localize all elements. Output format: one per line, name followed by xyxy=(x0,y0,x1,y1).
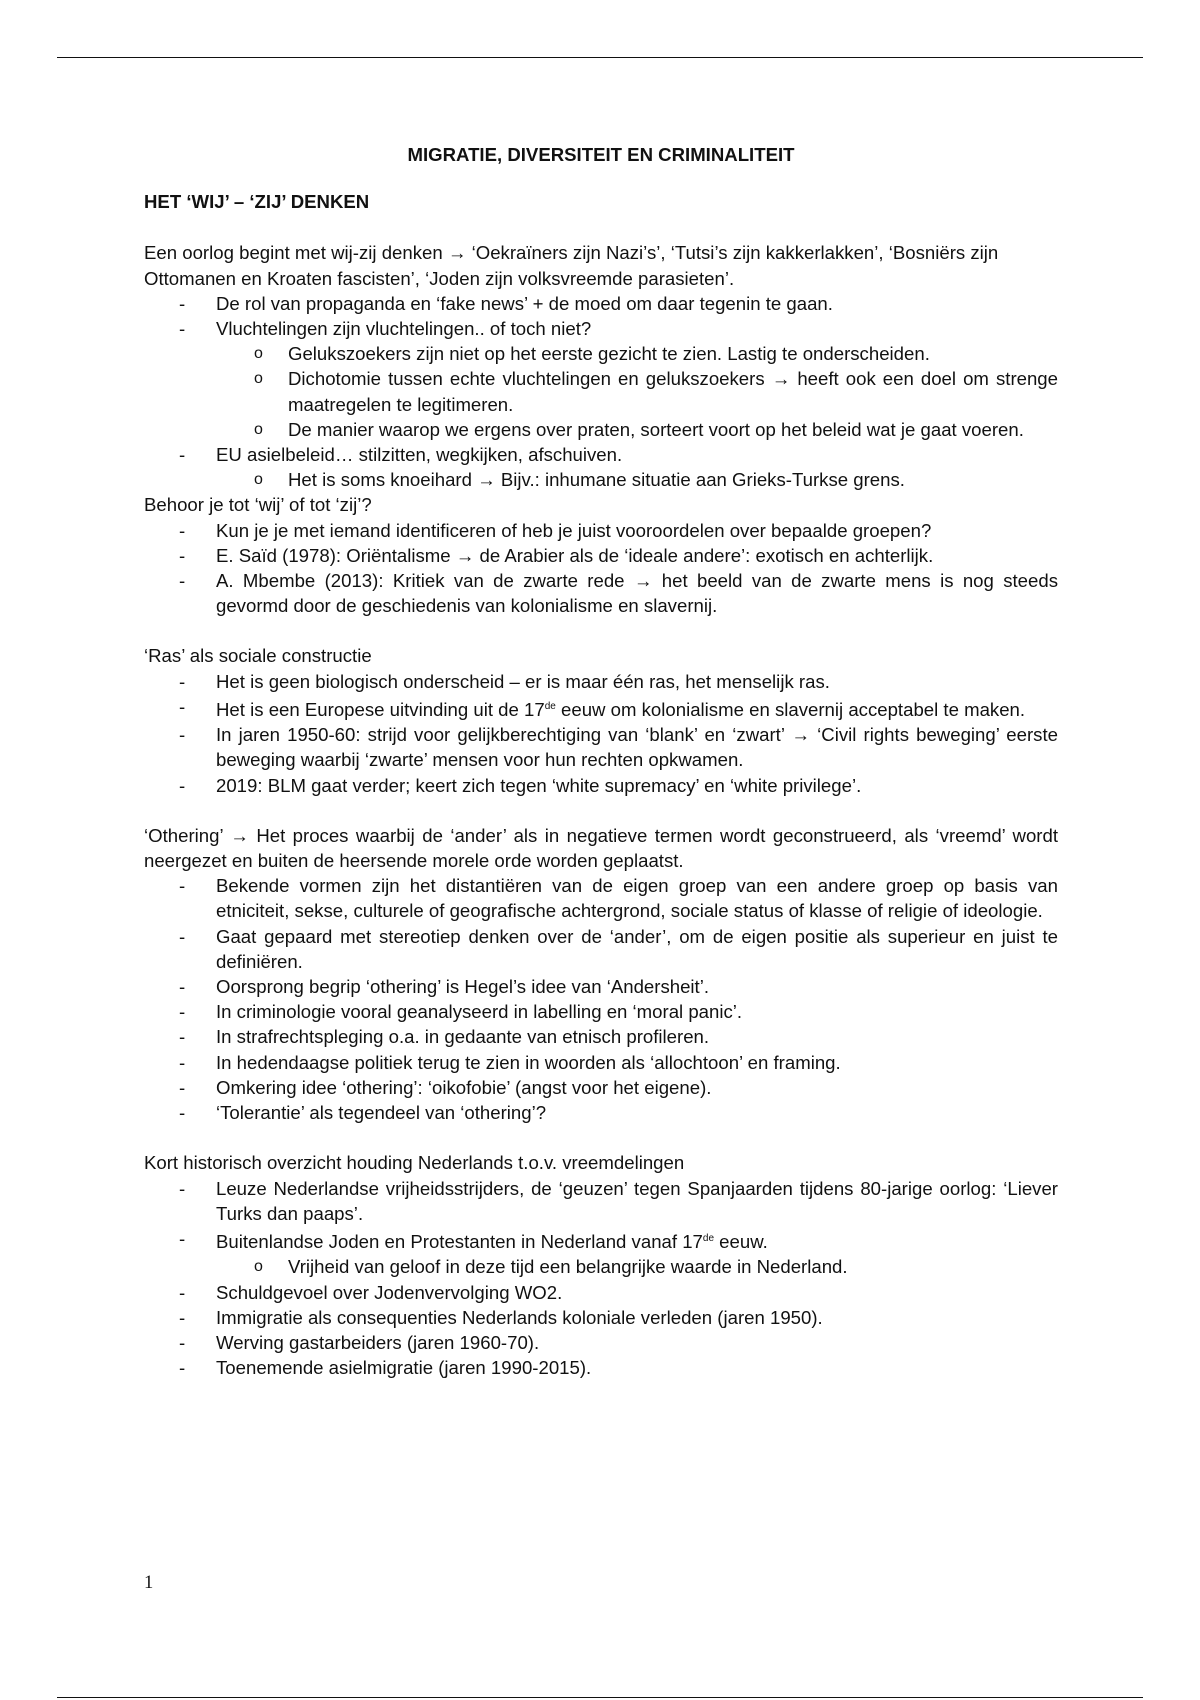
list-item: - A. Mbembe (2013): Kritiek van de zwarte rede → het beeld van de zwarte mens is nog steeds gevormd door de geschiedenis van kolonialisme en slavernij. xyxy=(144,568,1058,618)
section-heading: HET ‘WIJ’ – ‘ZIJ’ DENKEN xyxy=(144,191,370,213)
sub-list xyxy=(288,1254,1058,1279)
list-item: - In criminologie vooral geanalyseerd in labelling en ‘moral panic’. xyxy=(144,999,1058,1024)
list-item: - Vluchtelingen zijn vluchtelingen.. of toch niet? o Gelukszoekers zijn niet op het eerste gezicht te zien. Lastig te onderscheiden. o Dichotomie tussen echte vluchtelingen en gelukszoekers → heeft ook een doel om strenge maatregelen te legitimeren. o De manier waarop we ergens over praten, sorteert voort op het beleid wat je gaat voeren. xyxy=(144,316,1058,442)
intro-paragraph: Een oorlog begint met wij-zij denken → ‘Oekraïners zijn Nazi’s’, ‘Tutsi’s zijn kakkerlakken’, ‘Bosniërs zijn Ottomanen en Kroaten fascisten’, ‘Joden zijn volksvreemde parasieten’. xyxy=(144,242,999,289)
list-item: - ‘Tolerantie’ als tegendeel van ‘othering’? xyxy=(144,1100,1058,1125)
history-paragraph: Kort historisch overzicht houding Nederlands t.o.v. vreemdelingen xyxy=(144,1152,685,1174)
list-item: - Het is een Europese uitvinding uit de 17de eeuw om kolonialisme en slavernij acceptabel te maken. xyxy=(144,694,1058,722)
list-item: - E. Saïd (1978): Oriëntalisme → de Arabier als de ‘ideale andere’: exotisch en achterlijk. xyxy=(144,543,1058,568)
othering-list xyxy=(144,873,1058,1125)
footer-rule xyxy=(57,1697,1143,1698)
list-item: - In jaren 1950-60: strijd voor gelijkberechtiging van ‘blank’ en ‘zwart’ → ‘Civil rights beweging’ eerste beweging waarbij ‘zwarte’ mensen voor hun rechten opkwamen. xyxy=(144,722,1058,772)
list-item: - In hedendaagse politiek terug te zien in woorden als ‘allochtoon’ en framing. xyxy=(144,1050,1058,1075)
list-item: - Kun je je met iemand identificeren of heb je juist vooroordelen over bepaalde groepen? xyxy=(144,518,1058,543)
belong-list xyxy=(144,518,1058,619)
list-item: - Bekende vormen zijn het distantiëren van de eigen groep van een andere groep op basis van etniciteit, sekse, culturele of geografische achtergrond, sociale status of klasse of religie of ideologie. xyxy=(144,873,1058,923)
intro-list xyxy=(144,291,1058,493)
header-rule xyxy=(57,57,1143,58)
list-item: - Het is geen biologisch onderscheid – er is maar één ras, het menselijk ras. xyxy=(144,669,1058,694)
history-list xyxy=(144,1176,1058,1381)
list-item: - In strafrechtspleging o.a. in gedaante van etnisch profileren. xyxy=(144,1024,1058,1049)
document-title: MIGRATIE, DIVERSITEIT EN CRIMINALITEIT xyxy=(407,144,795,165)
belong-paragraph: Behoor je tot ‘wij’ of tot ‘zij’? xyxy=(144,494,372,516)
sub-list-item: o Het is soms knoeihard → Bijv.: inhumane situatie aan Grieks-Turkse grens. xyxy=(288,467,1058,492)
list-item: - Omkering idee ‘othering’: ‘oikofobie’ (angst voor het eigene). xyxy=(144,1075,1058,1100)
list-item: - Immigratie als consequenties Nederlands koloniale verleden (jaren 1950). xyxy=(144,1305,1058,1330)
sub-list-item: o Vrijheid van geloof in deze tijd een belangrijke waarde in Nederland. xyxy=(288,1254,1058,1279)
sub-list xyxy=(288,341,1058,442)
document-body xyxy=(144,142,1058,1380)
sub-list-item: o Dichotomie tussen echte vluchtelingen en gelukszoekers → heeft ook een doel om strenge maatregelen te legitimeren. xyxy=(288,366,1058,416)
list-item: - Gaat gepaard met stereotiep denken over de ‘ander’, om de eigen positie als superieur en juist te definiëren. xyxy=(144,924,1058,974)
race-list xyxy=(144,669,1058,798)
sub-list-item: o De manier waarop we ergens over praten, sorteert voort op het beleid wat je gaat voeren. xyxy=(288,417,1058,442)
list-item: - EU asielbeleid… stilzitten, wegkijken, afschuiven. o Het is soms knoeihard → Bijv.: inhumane situatie aan Grieks-Turkse grens. xyxy=(144,442,1058,492)
page-number: 1 xyxy=(144,1572,154,1593)
sub-list xyxy=(288,467,1058,492)
list-item: - Oorsprong begrip ‘othering’ is Hegel’s idee van ‘Andersheit’. xyxy=(144,974,1058,999)
sub-list-item: o Gelukszoekers zijn niet op het eerste gezicht te zien. Lastig te onderscheiden. xyxy=(288,341,1058,366)
list-item: - Buitenlandse Joden en Protestanten in Nederland vanaf 17de eeuw. o Vrijheid van geloof in deze tijd een belangrijke waarde in Nederland. xyxy=(144,1226,1058,1280)
list-item: - Leuze Nederlandse vrijheidsstrijders, de ‘geuzen’ tegen Spanjaarden tijdens 80-jarige oorlog: ‘Liever Turks dan paaps’. xyxy=(144,1176,1058,1226)
list-item: - Toenemende asielmigratie (jaren 1990-2015). xyxy=(144,1355,1058,1380)
list-item: - Schuldgevoel over Jodenvervolging WO2. xyxy=(144,1280,1058,1305)
race-paragraph: ‘Ras’ als sociale constructie xyxy=(144,645,372,667)
othering-paragraph: ‘Othering’ → Het proces waarbij de ‘ander’ als in negatieve termen wordt geconstrueerd, als ‘vreemd’ wordt neergezet en buiten de heersende morele orde worden geplaatst. xyxy=(144,824,1058,872)
list-item: - De rol van propaganda en ‘fake news’ + de moed om daar tegenin te gaan. xyxy=(144,291,1058,316)
list-item: - 2019: BLM gaat verder; keert zich tegen ‘white supremacy’ en ‘white privilege’. xyxy=(144,773,1058,798)
list-item: - Werving gastarbeiders (jaren 1960-70). xyxy=(144,1330,1058,1355)
